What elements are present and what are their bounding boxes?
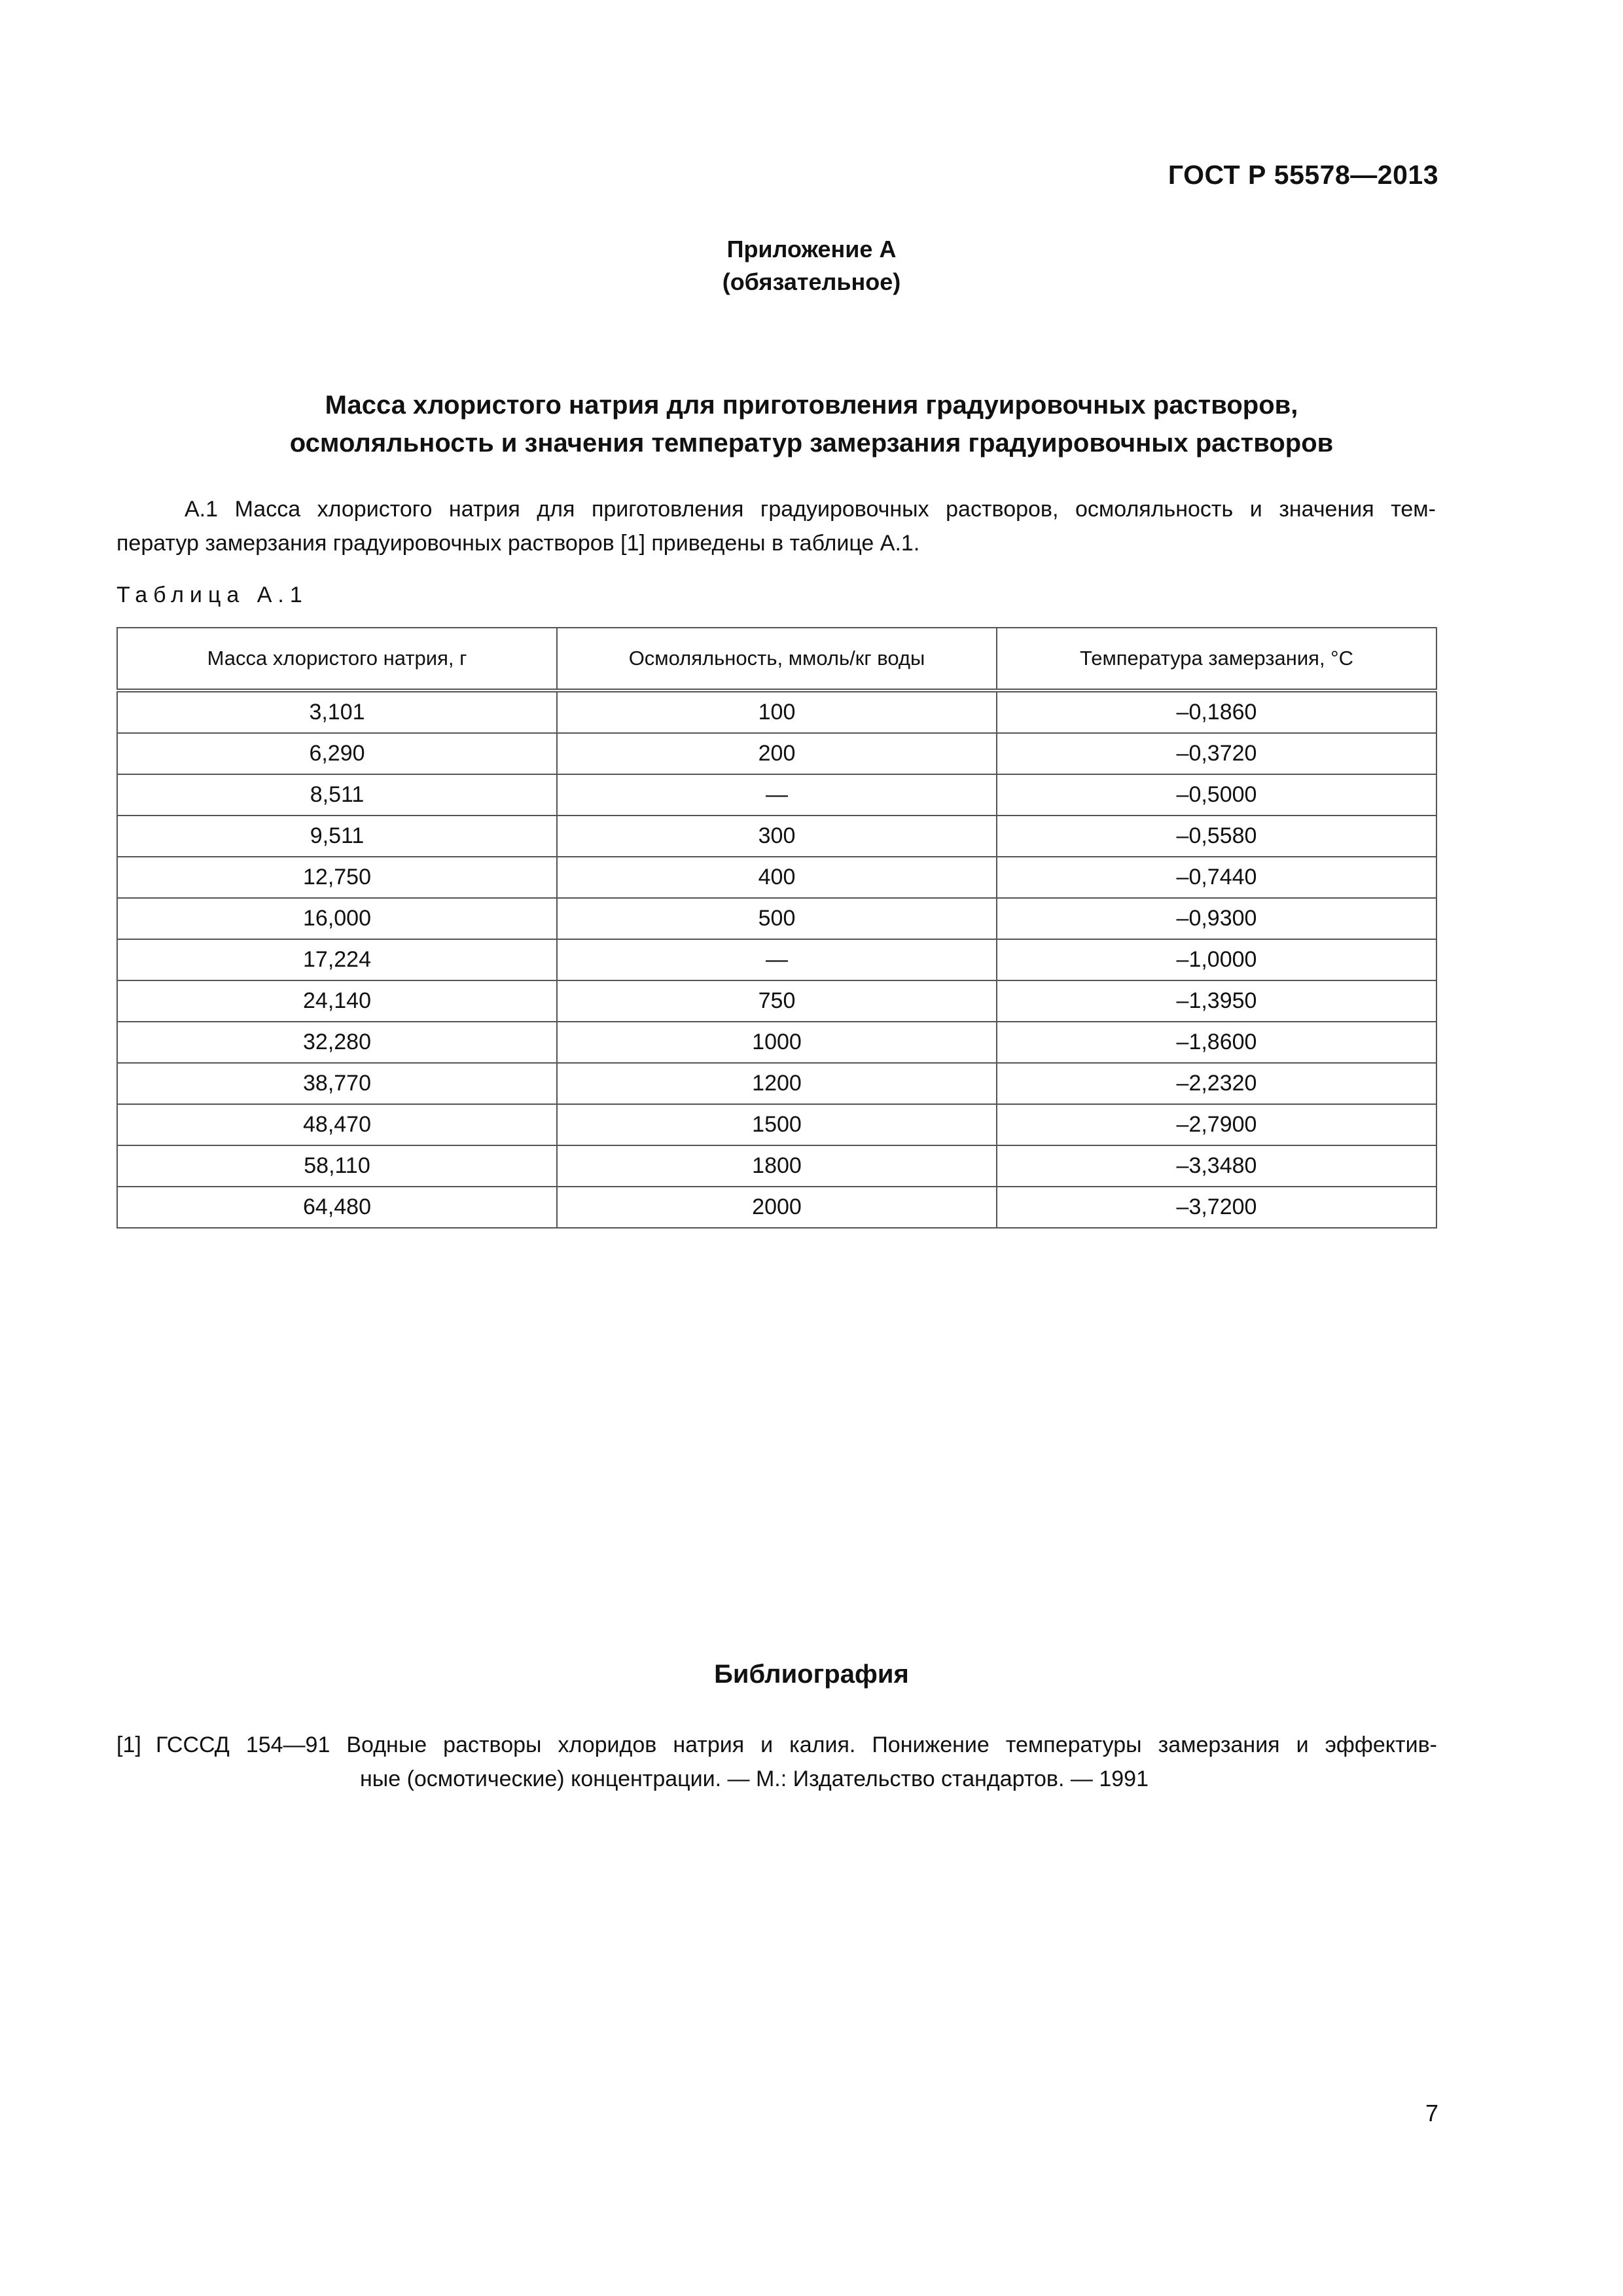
table-cell-freezing-temp: –0,1860 bbox=[997, 691, 1436, 733]
table-cell-osmolality: 1500 bbox=[557, 1104, 997, 1145]
table-cell-osmolality: 1200 bbox=[557, 1063, 997, 1104]
table-row bbox=[117, 733, 1436, 774]
table-header-row bbox=[117, 628, 1436, 691]
table-cell-mass: 64,480 bbox=[117, 1187, 557, 1228]
document-code: ГОСТ Р 55578—2013 bbox=[1168, 160, 1438, 190]
table-cell-freezing-temp: –0,3720 bbox=[997, 733, 1436, 774]
section-heading bbox=[0, 386, 1623, 462]
section-heading-line-2: осмоляльность и значения температур замерзания градуировочных растворов bbox=[289, 429, 1334, 457]
table-caption: Таблица А.1 bbox=[116, 583, 308, 607]
bibliography-entry-line-2: ные (осмотические) концентрации. — М.: Издательство стандартов. — 1991 bbox=[360, 1767, 1149, 1791]
table-cell-osmolality: 500 bbox=[557, 898, 997, 939]
bibliography-entry-line-1: ГСССД 154—91 Водные растворы хлоридов натрия и калия. Понижение температуры замерзания и эффектив- bbox=[156, 1732, 1437, 1757]
appendix-status: (обязательное) bbox=[722, 268, 901, 295]
table-cell-mass: 58,110 bbox=[117, 1145, 557, 1187]
table-cell-freezing-temp: –3,3480 bbox=[997, 1145, 1436, 1187]
table-row bbox=[117, 774, 1436, 816]
table-cell-mass: 9,511 bbox=[117, 816, 557, 857]
table-header-mass: Масса хлористого натрия, г bbox=[117, 628, 557, 691]
table-cell-mass: 8,511 bbox=[117, 774, 557, 816]
table-cell-osmolality: 200 bbox=[557, 733, 997, 774]
table-row bbox=[117, 816, 1436, 857]
table-cell-mass: 32,280 bbox=[117, 1022, 557, 1063]
table-row bbox=[117, 1063, 1436, 1104]
table-cell-freezing-temp: –0,5000 bbox=[997, 774, 1436, 816]
table-cell-freezing-temp: –1,0000 bbox=[997, 939, 1436, 980]
table-cell-osmolality: 1000 bbox=[557, 1022, 997, 1063]
bibliography-entry-number: [1] bbox=[116, 1732, 141, 1757]
table-cell-mass: 16,000 bbox=[117, 898, 557, 939]
clause-paragraph-line-1: А.1 Масса хлористого натрия для приготовления градуировочных растворов, осмоляльность и значения тем- bbox=[185, 497, 1436, 522]
clause-paragraph bbox=[116, 492, 1436, 560]
table-cell-freezing-temp: –0,7440 bbox=[997, 857, 1436, 898]
table-cell-osmolality: 2000 bbox=[557, 1187, 997, 1228]
table-cell-mass: 24,140 bbox=[117, 980, 557, 1022]
table-cell-mass: 17,224 bbox=[117, 939, 557, 980]
table-cell-osmolality: 750 bbox=[557, 980, 997, 1022]
page-number: 7 bbox=[1425, 2100, 1438, 2126]
table-cell-mass: 6,290 bbox=[117, 733, 557, 774]
clause-paragraph-line-2: ператур замерзания градуировочных растворов [1] приведены в таблице А.1. bbox=[116, 531, 920, 556]
table-cell-mass: 38,770 bbox=[117, 1063, 557, 1104]
table-cell-freezing-temp: –1,3950 bbox=[997, 980, 1436, 1022]
table-cell-osmolality: — bbox=[557, 939, 997, 980]
table-row bbox=[117, 1145, 1436, 1187]
table-header-osmolality: Осмоляльность, ммоль/кг воды bbox=[557, 628, 997, 691]
table-row bbox=[117, 691, 1436, 733]
table-cell-freezing-temp: –3,7200 bbox=[997, 1187, 1436, 1228]
table-header-freezing-temp: Температура замерзания, °С bbox=[997, 628, 1436, 691]
table-cell-mass: 12,750 bbox=[117, 857, 557, 898]
section-heading-line-1: Масса хлористого натрия для приготовления градуировочных растворов, bbox=[325, 391, 1298, 420]
table-row bbox=[117, 1187, 1436, 1228]
appendix-label: Приложение А bbox=[726, 236, 897, 262]
appendix-title bbox=[0, 233, 1623, 298]
table-cell-mass: 3,101 bbox=[117, 691, 557, 733]
table-cell-osmolality: 300 bbox=[557, 816, 997, 857]
table-row bbox=[117, 898, 1436, 939]
table-cell-freezing-temp: –0,9300 bbox=[997, 898, 1436, 939]
table-cell-osmolality: 1800 bbox=[557, 1145, 997, 1187]
table-row bbox=[117, 980, 1436, 1022]
table-row bbox=[117, 857, 1436, 898]
table-row bbox=[117, 1022, 1436, 1063]
bibliography-entry bbox=[116, 1728, 1437, 1796]
table-row bbox=[117, 939, 1436, 980]
table-cell-freezing-temp: –0,5580 bbox=[997, 816, 1436, 857]
data-table bbox=[116, 627, 1437, 1229]
table-cell-freezing-temp: –2,7900 bbox=[997, 1104, 1436, 1145]
table-cell-osmolality: 400 bbox=[557, 857, 997, 898]
table-cell-osmolality: 100 bbox=[557, 691, 997, 733]
table-cell-freezing-temp: –1,8600 bbox=[997, 1022, 1436, 1063]
table-cell-mass: 48,470 bbox=[117, 1104, 557, 1145]
table-cell-freezing-temp: –2,2320 bbox=[997, 1063, 1436, 1104]
bibliography-title: Библиография bbox=[714, 1660, 909, 1689]
table-cell-osmolality: — bbox=[557, 774, 997, 816]
table-row bbox=[117, 1104, 1436, 1145]
